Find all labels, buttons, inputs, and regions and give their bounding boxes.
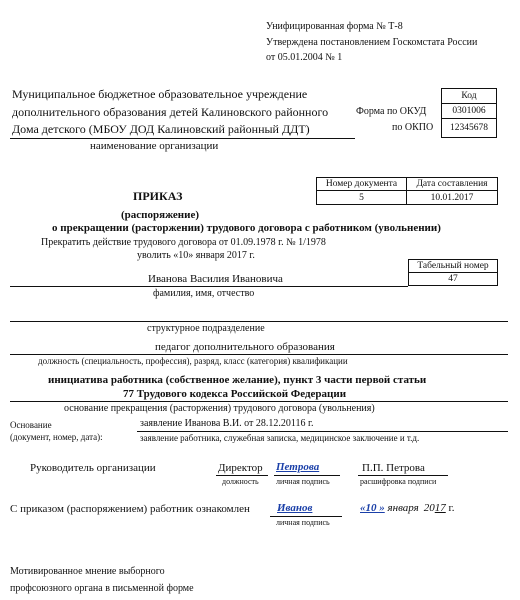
grounds-line-1: инициатива работника (собственное желание), пункт 3 части первой статьи (48, 374, 427, 386)
org-name-line-1: Муниципальное бюджетное образовательное учреждение (12, 87, 308, 101)
familiar-label: С приказом (распоряжением) работник ознакомлен (10, 503, 250, 515)
okud-cell (441, 103, 497, 119)
org-name-line-3: Дома детского (МБОУ ДОД Калиновский районный ДДТ) (12, 122, 310, 136)
okpo-value: 12345678 (450, 123, 488, 133)
head-position: Директор (218, 462, 263, 474)
org-caption: наименование организации (90, 140, 219, 152)
tab-number-header-cell (408, 259, 498, 273)
head-label: Руководитель организации (30, 462, 156, 474)
okud-label: Форма по ОКУД (356, 106, 427, 117)
order-title: ПРИКАЗ (133, 189, 183, 203)
approval-date-line: от 05.01.2004 № 1 (266, 52, 343, 63)
org-name-line-2: дополнительного образования детей Калиновского районного (12, 105, 329, 119)
basis-caption: заявление работника, служебная записка, медицинское заключение и т.д. (140, 433, 420, 443)
employee-signature-underline (270, 516, 342, 517)
ack-year-prefix: 20 (423, 502, 435, 514)
head-signature-underline (274, 475, 340, 476)
employee-signature-caption: личная подпись (276, 518, 330, 527)
union-line-2: профсоюзного органа в письменной форме (10, 583, 194, 594)
employee-position: педагог дополнительного образования (155, 341, 335, 353)
code-header-cell (441, 88, 497, 104)
doc-number-value: 5 (359, 192, 364, 203)
employee-signature: Иванов (277, 502, 313, 514)
head-signature-caption: личная подпись (276, 477, 330, 486)
order-subtitle: (распоряжение) (121, 209, 200, 221)
tab-number-value: 47 (448, 274, 458, 284)
employee-name-caption: фамилия, имя, отчество (153, 288, 255, 299)
head-position-caption: должность (222, 477, 259, 486)
doc-date-header: Дата составления (416, 179, 488, 189)
head-name-underline (358, 475, 448, 476)
doc-date-cell (406, 190, 498, 205)
dept-underline (10, 321, 508, 322)
okud-value: 0301006 (452, 106, 486, 116)
ack-month: января (387, 502, 419, 514)
grounds-caption: основание прекращения (расторжения) трудового договора (увольнения) (64, 403, 375, 414)
tab-number-cell (408, 272, 498, 286)
dept-caption: структурное подразделение (147, 323, 265, 334)
grounds-underline (10, 401, 508, 402)
basis-underline (137, 431, 508, 432)
code-header: Код (461, 91, 477, 101)
order-about: о прекращении (расторжении) трудового договора с работником (увольнении) (52, 222, 441, 234)
head-name-caption: расшифровка подписи (360, 477, 437, 486)
grounds-line-2: 77 Трудового кодекса Российской Федерации (123, 388, 347, 400)
union-line-1: Мотивированное мнение выборного (10, 566, 165, 577)
doc-date-value: 10.01.2017 (430, 192, 474, 203)
ack-day: «10 » (360, 502, 385, 514)
position-underline (10, 354, 508, 355)
approval-line: Утверждена постановлением Госкомстата России (266, 37, 478, 48)
dismiss-line: уволить «10» января 2017 г. (137, 250, 255, 261)
basis-label-1: Основание (10, 420, 52, 430)
basis-label-2: (документ, номер, дата): (10, 432, 103, 442)
okpo-cell (441, 118, 497, 138)
ack-year-end: г. (448, 502, 455, 514)
doc-number-header-cell (316, 177, 407, 191)
doc-number-header: Номер документа (325, 179, 398, 189)
acknowledgement-date (360, 502, 455, 514)
basis-value: заявление Иванова В.И. от 28.12.20116 г. (140, 418, 314, 429)
doc-number-cell (316, 190, 407, 205)
doc-date-header-cell (406, 177, 498, 191)
head-position-underline (216, 475, 268, 476)
form-number-line: Унифицированная форма № Т-8 (266, 21, 403, 32)
okpo-label: по ОКПО (392, 122, 434, 133)
head-signature: Петрова (276, 461, 320, 473)
org-underline (10, 138, 355, 139)
employee-name: Иванова Василия Ивановича (148, 273, 283, 285)
tab-number-header: Табельный номер (417, 261, 489, 271)
position-caption: должность (специальность, профессия), разряд, класс (категория) квалификации (38, 356, 348, 366)
terminate-line: Прекратить действие трудового договора от 01.09.1978 г. № 1/1978 (41, 237, 326, 248)
employee-name-underline (10, 286, 408, 287)
head-name: П.П. Петрова (362, 462, 425, 474)
ack-year-suffix: 17 (434, 502, 446, 514)
